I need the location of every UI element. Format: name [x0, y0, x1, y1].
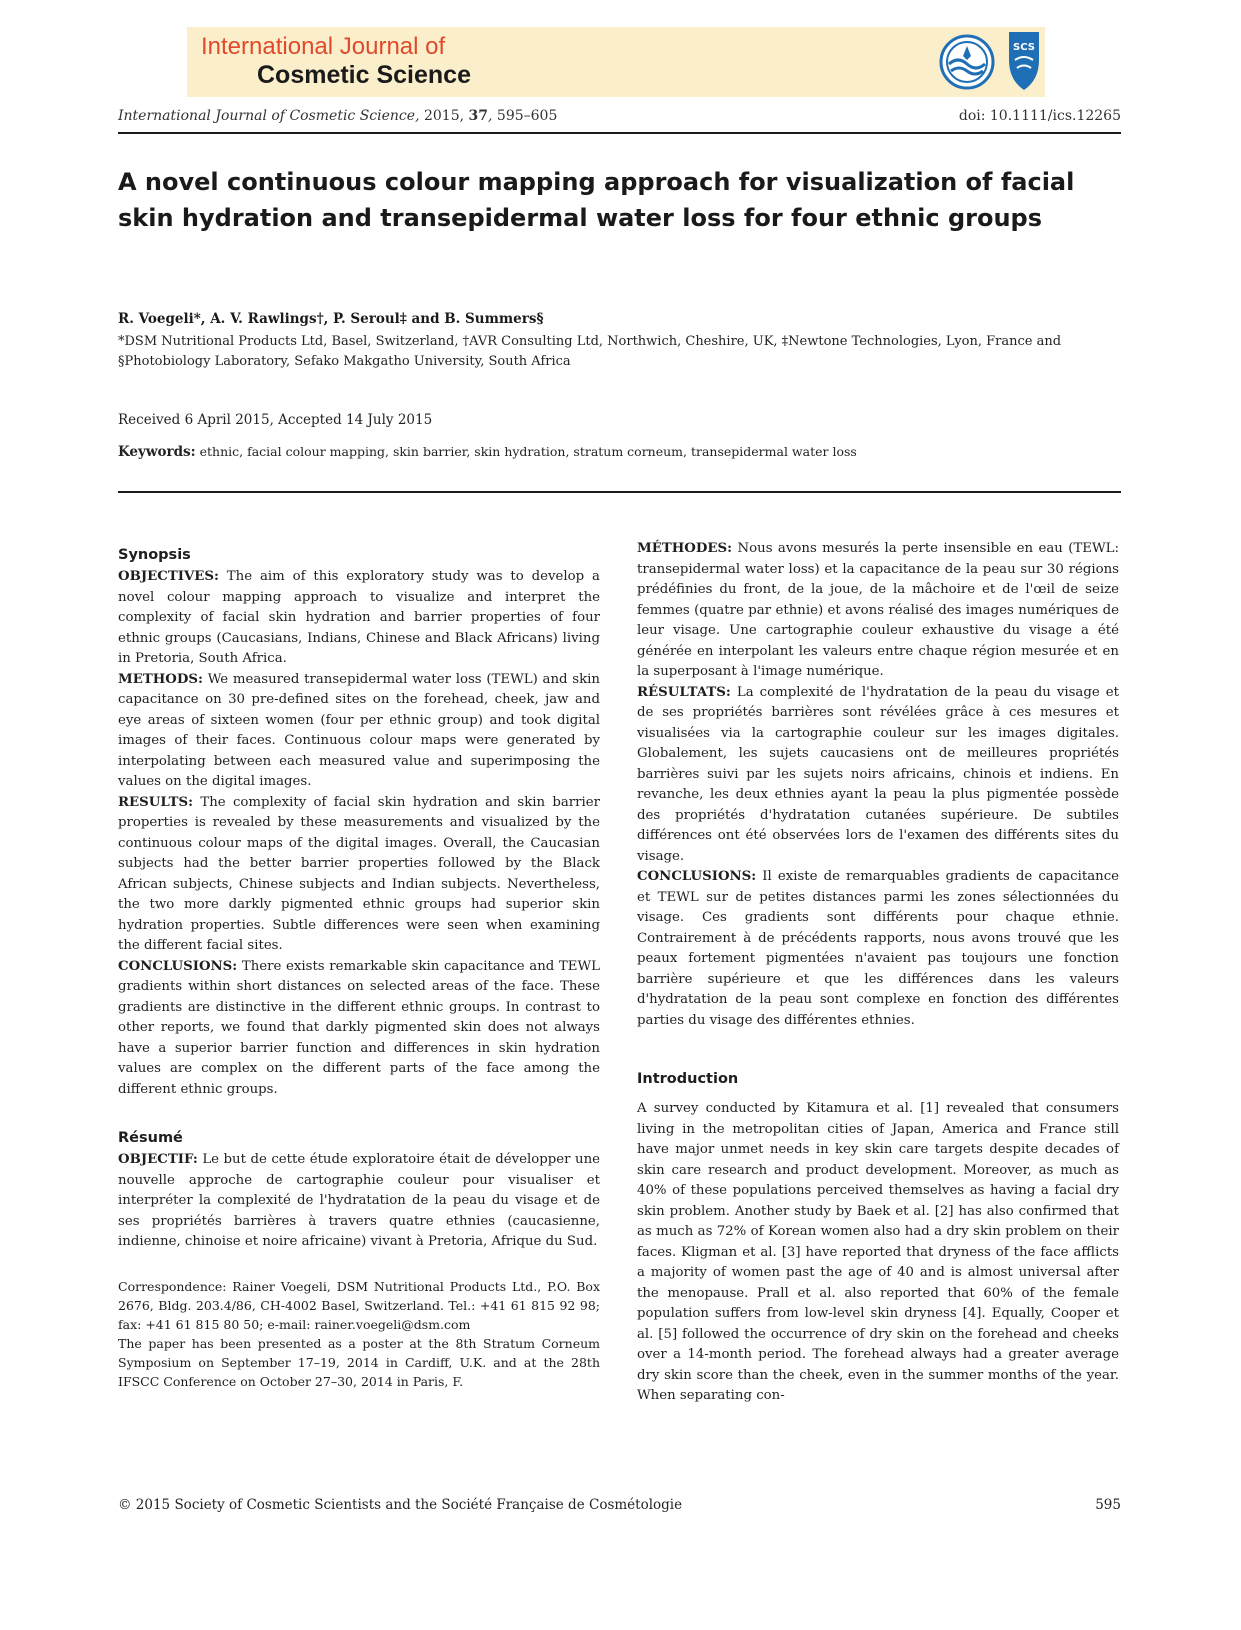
keywords-label: Keywords: — [118, 444, 196, 460]
correspondence: Correspondence: Rainer Voegeli, DSM Nutritional Products Ltd., P.O. Box 2676, Bldg. 203.4/86, CH-4002 Basel, Switzerland. Tel.: +41 61 815 92 98; fax: +41 61 815 80 50; e-mail: rainer.voegeli@dsm.com — [118, 1278, 600, 1332]
resume-resultats: RÉSULTATS: La complexité de l'hydratation de la peau du visage et de ses propriétés barrières sont révélées grâce à ces mesures et visualisées via la cartographie couleur sur les images digitales. Globalement, les sujets caucasiens ont de meilleures propriétés barrières suivi par les sujets noirs africains, chinois et indiens. En revanche, les deux ethnies ayant la peau la plus pigmentée possède des propriétés d'hydratation cutanées supérieure. De subtiles différences ont été observées lors de l'examen des différents sites du visage. — [637, 684, 1119, 864]
synopsis-methods: METHODS: We measured transepidermal water loss (TEWL) and skin capacitance on 30 pre-defined sites on the forehead, cheek, jaw and eye areas of sixteen women (four per ethnic group) and took digital images of their faces. Continuous colour maps were generated by interpolating between each measured value and superimposing the values on the digital images. — [118, 671, 600, 789]
received-dates: Received 6 April 2015, Accepted 14 July 2015 — [118, 412, 433, 428]
article-title: A novel continuous colour mapping approach for visualization of facial skin hydration and transepidermal water loss for four ethnic groups — [118, 168, 1075, 232]
poster-note: The paper has been presented as a poster at the 8th Stratum Corneum Symposium on September 17–19, 2014 in Cardiff, U.K. and at the 28th IFSCC Conference on October 27–30, 2014 in Paris, F. — [118, 1335, 600, 1389]
copyright-footer: © 2015 Society of Cosmetic Scientists and the Société Française de Cosmétologie — [118, 1497, 683, 1513]
synopsis-results: RESULTS: The complexity of facial skin hydration and skin barrier properties is revealed by these measurements and visualized by the continuous colour maps of the digital images. Overall, the Caucasian subjects had the better barrier properties followed by the Black African subjects, Chinese subjects and Indian subjects. Nevertheless, the two more darkly pigmented ethnic groups had superior skin hydration properties. Subtle differences were seen when examining the different facial sites. — [118, 794, 600, 953]
page-number: 595 — [1095, 1497, 1121, 1513]
synopsis-conclusions: CONCLUSIONS: There exists remarkable skin capacitance and TEWL gradients within short distances on selected areas of the face. These gradients are distinctive in the different ethnic groups. In contrast to other reports, we found that darkly pigmented skin does not always have a superior barrier function and differences in skin hydration values are complex on the different parts of the face among the different ethnic groups. — [118, 958, 600, 1097]
author-list: R. Voegeli*, A. V. Rawlings†, P. Seroul‡ and B. Summers§ — [118, 311, 544, 327]
resume-conclusions: CONCLUSIONS: Il existe de remarquables gradients de capacitance et TEWL sur de petites distances parmi les zones sélectionnées du visage. Ces gradients sont différents pour chaque ethnie. Contrairement à de précédents rapports, nous avons trouvé que les peaux fortement pigmentées n'avaient pas toujours une fonction barrière supérieure et que les différences dans les valeurs d'hydratation de la peau sont complexe en fonction des différentes parties du visage des différentes ethnies. — [637, 869, 1120, 1028]
scs-shield-logo-icon — [1007, 30, 1041, 92]
journal-title: International Journal of Cosmetic Science — [118, 108, 416, 124]
abstract-divider — [118, 491, 1121, 493]
journal-name-line2: Cosmetic Science — [257, 61, 471, 89]
synopsis-objectives: OBJECTIVES: The aim of this exploratory study was to develop a novel colour mapping approach to visualize and interpret the complexity of facial skin hydration and barrier properties of four ethnic groups (Caucasians, Indians, Chinese and Black Africans) living in Pretoria, South Africa. — [118, 569, 600, 666]
svg-text:SCS: SCS — [1013, 42, 1035, 53]
resume-methodes: MÉTHODES: Nous avons mesurés la perte insensible en eau (TEWL: transepidermal water loss) et la capacitance de la peau sur 30 régions prédéfinies du front, de la joue, de la mâchoire et de l'œil de seize femmes (quatre par ethnie) et avons réalisé des images numériques de leur visage. Une cartographie couleur exhaustive du visage a été générée en interpolant les valeurs entre chaque région mesurée et en la superposant à l'image numérique. — [637, 541, 1119, 679]
introduction-heading: Introduction — [637, 1071, 739, 1087]
citation-year: 2015, — [423, 108, 465, 124]
introduction-text: A survey conducted by Kitamura et al. [1] revealed that consumers living in the metropolitan cities of Japan, America and France still have major unmet needs in key skin care targets despite decades of skin care research and product development. Moreover, as much as 40% of these populations perceived themselves as having a facial dry skin problem. Another study by Baek et al. [2] has also confirmed that as much as 72% of Korean women also had a dry skin problem on their faces. Kligman et al. [3] have reported that dryness of the face afflicts a majority of women past the age of 40 and is almost universal after the menopause. Prall et al. also reported that 60% of the female population suffers from low-level skin dryness [4]. Equally, Cooper et al. [5] followed the occurrence of dry skin on the forehead and cheeks over a 14-month period. The forehead always had a greater average dry skin score than the cheek, even in the summer months of the year. When separating con- — [637, 1101, 1119, 1403]
journal-name-line1: International Journal of — [201, 33, 446, 60]
right-column — [637, 539, 1119, 1407]
citation-volume: 37 — [468, 108, 488, 124]
author-affiliations: *DSM Nutritional Products Ltd, Basel, Switzerland, †AVR Consulting Ltd, Northwich, Cheshire, UK, ‡Newtone Technologies, Lyon, France and §Photobiology Laboratory, Sefako Makgatho University, South Africa — [118, 334, 1062, 369]
citation-line: International Journal of Cosmetic Science, 2015, 37, 595–605 — [118, 108, 558, 124]
resume-objectif: OBJECTIF: Le but de cette étude exploratoire était de développer une nouvelle approche de cartographie couleur pour visualiser et interpréter la complexité de l'hydratation de la peau du visage et de ses propriétés barrières à travers quatre ethnies (caucasienne, indienne, chinoise et noire africaine) vivant à Pretoria, Afrique du Sud. — [118, 1152, 601, 1249]
resume-heading: Résumé — [118, 1130, 183, 1146]
header-divider — [118, 132, 1121, 134]
journal-banner — [187, 27, 1045, 97]
doi-link[interactable]: doi: 10.1111/ics.12265 — [958, 108, 1121, 124]
keywords-text: ethnic, facial colour mapping, skin barrier, skin hydration, stratum corneum, transepidermal water loss — [199, 444, 857, 459]
citation-pages: 595–605 — [496, 108, 558, 124]
left-column — [118, 545, 600, 1391]
keywords — [118, 444, 857, 460]
synopsis-heading: Synopsis — [118, 547, 191, 563]
ifscc-logo-icon — [939, 34, 995, 90]
